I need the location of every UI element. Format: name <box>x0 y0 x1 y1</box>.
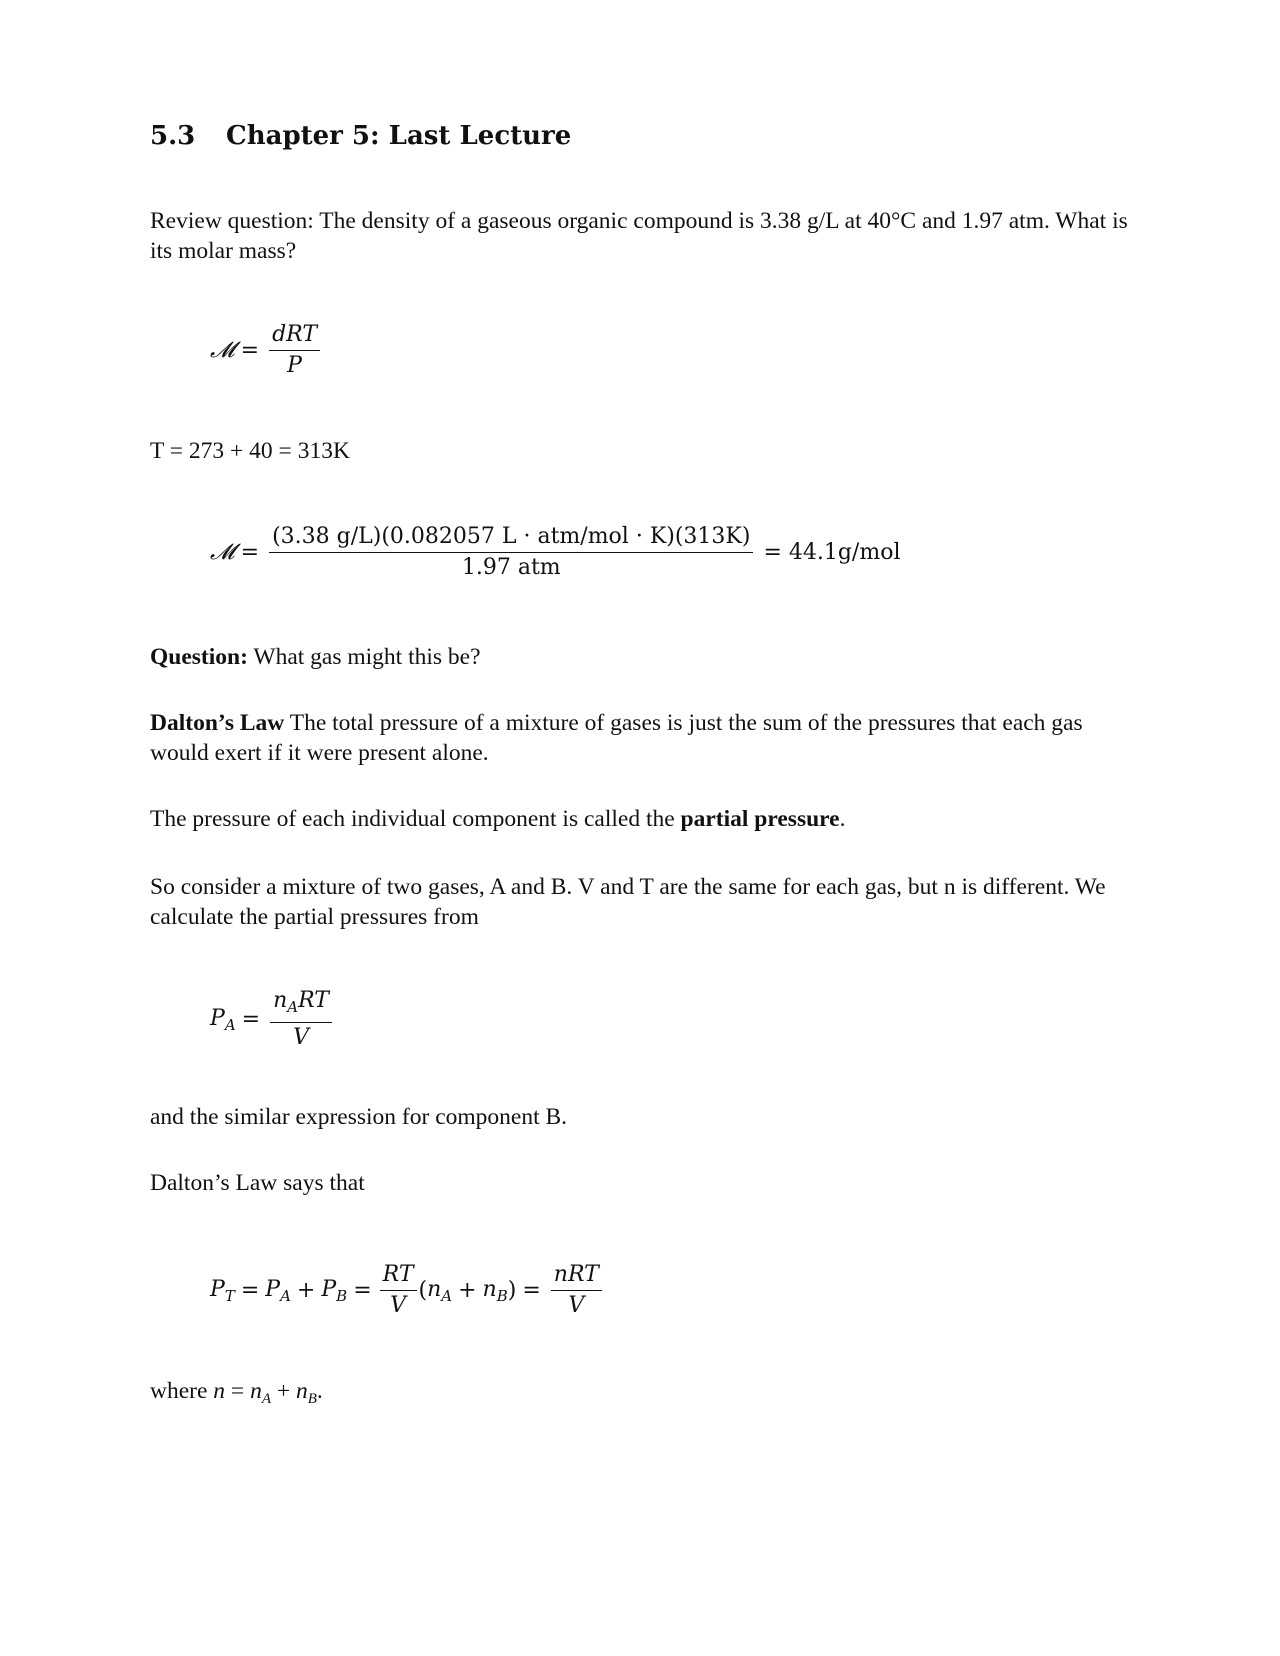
equation-molar-mass <box>210 322 324 379</box>
fraction-denominator: V <box>390 1293 407 1318</box>
moles-symbol: n <box>213 1378 226 1404</box>
where-line <box>150 1376 323 1414</box>
paren-close: ) <box>507 1278 517 1303</box>
equals-sign: = <box>240 540 260 565</box>
moles-a-symbol: $n_A$ <box>250 1378 271 1407</box>
equation-partial-pressure-a <box>210 988 336 1051</box>
temperature-line: T = 273 + 40 = 313K <box>150 438 350 464</box>
plus-sign: + <box>276 1378 291 1404</box>
fraction-denominator: V <box>568 1293 585 1318</box>
where-prefix: where <box>150 1378 214 1404</box>
plus-sign: + <box>458 1278 477 1303</box>
equals-sign: = <box>522 1278 541 1303</box>
equation-calculation <box>210 524 901 581</box>
fraction-numerator: $n_ART$ <box>270 988 332 1023</box>
similar-expression-line: and the similar expression for component B. <box>150 1104 568 1130</box>
pressure-b-symbol: $P_B$ <box>321 1276 348 1305</box>
fraction <box>270 988 332 1051</box>
where-end: . <box>316 1378 323 1404</box>
equals-sign: = <box>240 338 260 363</box>
fraction-numerator: (3.38 g/L)(0.082057 L · atm/mol · K)(313K) <box>269 524 753 553</box>
fraction-denominator: V <box>293 1025 309 1050</box>
calculation-result: = 44.1g/mol <box>763 540 901 565</box>
question-text: What gas might this be? <box>253 644 481 670</box>
review-question: Review question: The density of a gaseous organic compound is 3.38 g/L at 40°C and 1.97 atm. What is its molar mass? <box>150 208 1128 264</box>
fraction-denominator: 1.97 atm <box>461 555 561 580</box>
fraction <box>269 524 753 581</box>
dalton-law-paragraph <box>150 708 1140 768</box>
section-number: 5.3 <box>150 121 196 151</box>
equals-sign: = <box>230 1378 245 1404</box>
total-pressure-symbol: $P_T$ <box>210 1276 235 1305</box>
partial-pressure-term: partial pressure <box>680 806 840 832</box>
paren-open: ( <box>418 1278 428 1303</box>
fraction-denominator: P <box>287 353 302 378</box>
equals-sign: = <box>241 1007 261 1032</box>
moles-b-symbol: $n_B$ <box>482 1276 508 1305</box>
fraction-numerator: RT <box>380 1262 417 1291</box>
question-line <box>150 642 481 672</box>
pressure-a-symbol: $P_A$ <box>265 1276 291 1305</box>
dalton-says-line: Dalton’s Law says that <box>150 1170 365 1196</box>
moles-b-symbol: $n_B$ <box>296 1378 317 1407</box>
equals-sign: = <box>240 1278 260 1303</box>
equation-total-pressure <box>210 1262 606 1319</box>
fraction <box>269 322 320 379</box>
mixture-paragraph: So consider a mixture of two gases, A and B. V and T are the same for each gas, but n is different. We calculate the partial pressures from <box>150 874 1106 930</box>
fraction-numerator: dRT <box>269 322 320 351</box>
plus-sign: + <box>296 1278 316 1303</box>
pressure-symbol: $P_A$ <box>210 1005 236 1034</box>
molar-mass-symbol: 𝓜 <box>210 338 235 363</box>
moles-a-symbol: $n_A$ <box>427 1276 453 1305</box>
partial-pressure-after: . <box>839 806 846 832</box>
fraction <box>551 1262 602 1319</box>
question-label: Question: <box>150 644 248 670</box>
dalton-law-label: Dalton’s Law <box>150 710 285 736</box>
fraction <box>380 1262 417 1319</box>
fraction-numerator: nRT <box>551 1262 602 1291</box>
dalton-law-text: The total pressure of a mixture of gases is just the sum of the pressures that each gas would exert if it were present alone. <box>150 710 1083 766</box>
equals-sign: = <box>353 1278 372 1303</box>
molar-mass-symbol: 𝓜 <box>210 540 235 565</box>
section-heading <box>150 120 571 152</box>
section-title: Chapter 5: Last Lecture <box>226 121 572 151</box>
partial-pressure-before: The pressure of each individual component is called the <box>150 806 681 832</box>
partial-pressure-paragraph <box>150 804 1140 834</box>
